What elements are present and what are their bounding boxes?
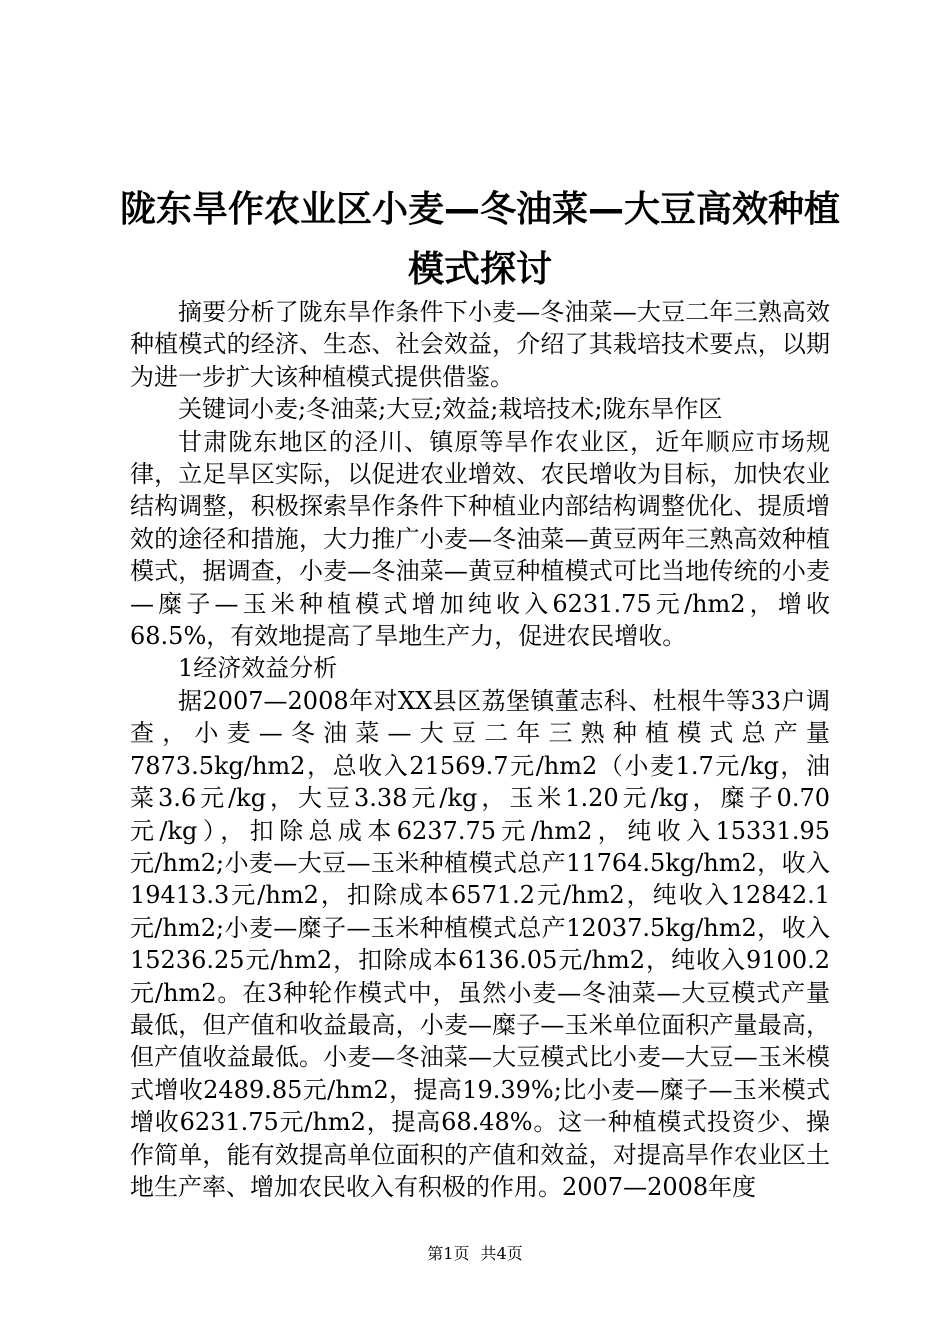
abstract-paragraph: 摘要分析了陇东旱作条件下小麦—冬油菜—大豆二年三熟高效种植模式的经济、生态、社会效益，介绍了其栽培技术要点，以期为进一步扩大该种植模式提供借鉴。 (130, 298, 830, 391)
analysis-paragraph: 据2007—2008年对XX县区荔堡镇董志科、杜根牛等33户调查，小麦—冬油菜—大豆二年三熟种植模式总产量7873.5kg/hm2，总收入21569.7元/hm2（小麦1.7元/kg，油菜3.6元/kg，大豆3.38元/kg，玉米1.20元/kg，糜子0.70元/kg），扣除总成本6237.75元/hm2，纯收入15331.95元/hm2;小麦—大豆—玉米种植模式总产11764.5kg/hm2，收入19413.3元/hm2，扣除成本6571.2元/hm2，纯收入12842.1元/hm2;小麦—糜子—玉米种植模式总产12037.5kg/hm2，收入15236.25元/hm2，扣除成本6136.05元/hm2，纯收入9100.2元/hm2。在3种轮作模式中，虽然小麦—冬油菜—大豆模式产量最低，但产值和收益最高，小麦—糜子—玉米单位面积产量最高，但产值收益最低。小麦—冬油菜—大豆模式比小麦—大豆—玉米模式增收2489.85元/hm2，提高19.39%;比小麦—糜子—玉米模式增收6231.75元/hm2，提高68.48%。这一种植模式投资少、操作简单，能有效提高单位面积的产值和效益，对提高旱作农业区土地生产率、增加农民收入有积极的作用。2007—2008年度 (130, 686, 830, 1201)
section-heading: 1经济效益分析 (178, 654, 338, 683)
page-total: 共4页 (480, 1244, 523, 1263)
keywords-paragraph: 关键词小麦;冬油菜;大豆;效益;栽培技术;陇东旱作区 (178, 395, 723, 424)
page-footer (0, 1244, 950, 1264)
intro-paragraph: 甘肃陇东地区的泾川、镇原等旱作农业区，近年顺应市场规律，立足旱区实际，以促进农业增效、农民增收为目标，加快农业结构调整，积极探索旱作条件下种植业内部结构调整优化、提质增效的途径和措施，大力推广小麦—冬油菜—黄豆两年三熟高效种植模式，据调查，小麦—冬油菜—黄豆种植模式可比当地传统的小麦—糜子—玉米种植模式增加纯收入6231.75元/hm2，增收68.5%，有效地提高了旱地生产力，促进农民增收。 (130, 427, 830, 651)
document-body (130, 296, 830, 1203)
page-number: 第1页 (427, 1244, 470, 1263)
document-title: 陇东旱作农业区小麦—冬油菜—大豆高效种植模式探讨 (120, 189, 841, 290)
